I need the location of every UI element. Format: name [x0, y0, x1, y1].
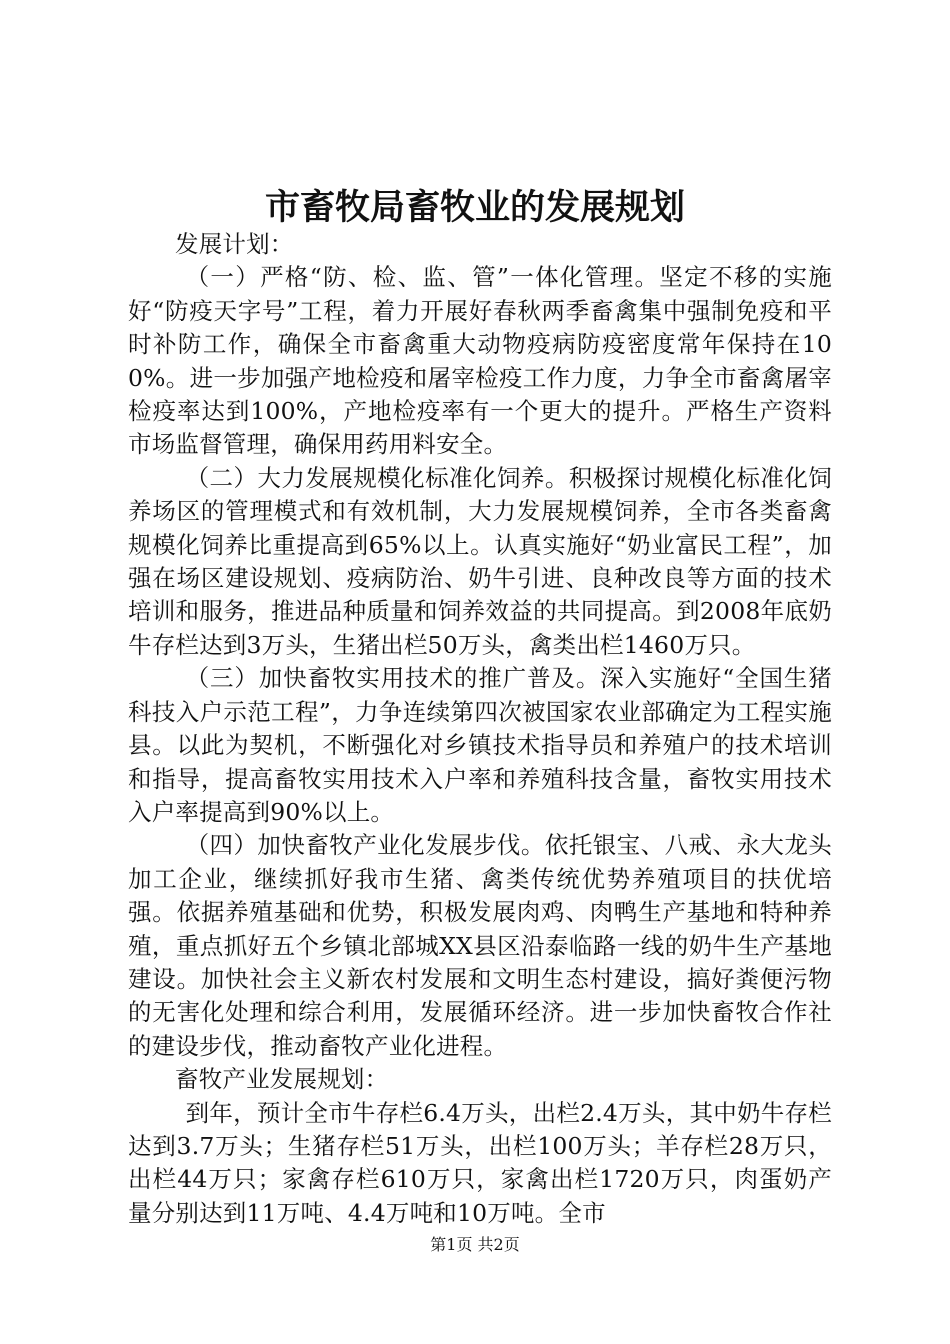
paragraph-2: （二）大力发展规模化标准化饲养。积极探讨规模化标准化饲养场区的管理模式和有效机制，大力发展规模饲养，全市各类畜禽规模化饲养比重提高到65%以上。认真实施好“奶业富民工程”，加强在场区建设规划、疫病防治、奶牛引进、良种改良等方面的技术培训和服务，推进品种质量和饲养效益的共同提高。到2008年底奶牛存栏达到3万头，生猪出栏50万头，禽类出栏1460万只。 — [128, 463, 832, 659]
paragraph-5: 到年，预计全市牛存栏6.4万头，出栏2.4万头，其中奶牛存栏达到3.7万头；生猪存栏51万头，出栏100万头；羊存栏28万只，出栏44万只；家禽存栏610万只，家禽出栏1720万只，肉蛋奶产量分别达到11万吨、4.4万吨和10万吨。全市 — [128, 1098, 832, 1227]
paragraph-3: （三）加快畜牧实用技术的推广普及。深入实施好“全国生猪科技入户示范工程”，力争连续第四次被国家农业部确定为工程实施县。以此为契机，不断强化对乡镇技术指导员和养殖户的技术培训和指导，提高畜牧实用技术入户率和养殖科技含量，畜牧实用技术入户率提高到90%以上。 — [128, 664, 832, 826]
section-heading-plan: 发展计划： — [175, 230, 294, 258]
document-body — [128, 228, 832, 1230]
section-heading-industry: 畜牧产业发展规划： — [175, 1065, 389, 1094]
paragraph-4: （四）加快畜牧产业化发展步伐。依托银宝、八戒、永大龙头加工企业，继续抓好我市生猪、禽类传统优势养殖项目的扶优培强。依据养殖基础和优势，积极发展肉鸡、肉鸭生产基地和特种养殖，重点抓好五个乡镇北部城XX县区沿泰临路一线的奶牛生产基地建设。加快社会主义新农村发展和文明生态村建设，搞好粪便污物的无害化处理和综合利用，发展循环经济。进一步加快畜牧合作社的建设步伐，推动畜牧产业化进程。 — [128, 831, 832, 1060]
document-title: 市畜牧局畜牧业的发展规划 — [264, 187, 685, 228]
paragraph-1: （一）严格“防、检、监、管”一体化管理。坚定不移的实施好“防疫天字号”工程，着力开展好春秋两季畜禽集中强制免疫和平时补防工作，确保全市畜禽重大动物疫病防疫密度常年保持在100%。进一步加强产地检疫和屠宰检疫工作力度，力争全市畜禽屠宰检疫率达到100%，产地检疫率有一个更大的提升。严格生产资料市场监督管理，确保用药用料安全。 — [128, 263, 832, 459]
page-footer: 第1页 共2页 — [430, 1235, 520, 1254]
